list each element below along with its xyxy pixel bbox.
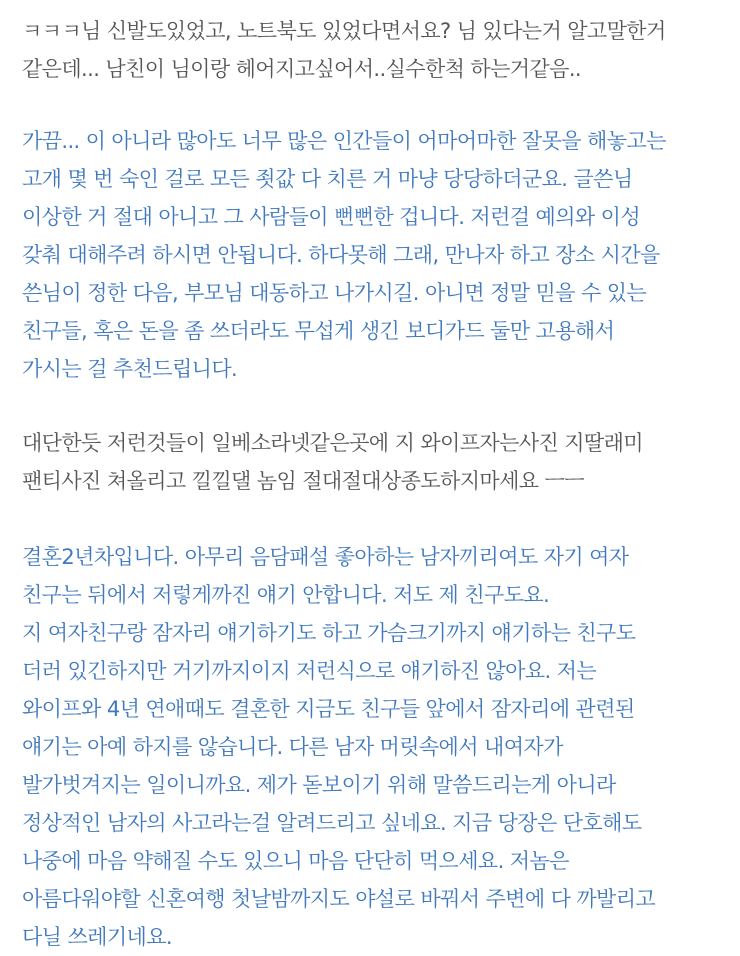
comment-line: 다닐 쓰레기네요.: [22, 925, 172, 949]
comment-line: 고개 몇 번 숙인 걸로 모든 죗값 다 치른 거 마냥 당당하더군요. 글쓴님: [22, 167, 633, 191]
comment-line: 친구들, 혹은 돈을 좀 쓰더라도 무섭게 생긴 보디가드 둘만 고용해서: [22, 319, 615, 343]
comment-line: ㅋㅋㅋ님 신발도있었고, 노트북도 있었다면서요? 님 있다는거 알고말한거: [22, 19, 666, 43]
comment-line: 발가벗겨지는 일이니까요. 제가 돋보이기 위해 말씀드리는게 아니라: [22, 773, 616, 797]
comment-line: 더러 있긴하지만 거기까지이지 저런식으로 얘기하진 않아요. 저는: [22, 659, 597, 683]
comment-line: 결혼2년차입니다. 아무리 음담패설 좋아하는 남자끼리여도 자기 여자: [22, 545, 629, 569]
comment-line: 얘기는 아예 하지를 않습니다. 다른 남자 머릿속에서 내여자가: [22, 735, 563, 759]
comment-line: 지 여자친구랑 잠자리 얘기하기도 하고 가슴크기까지 얘기하는 친구도: [22, 621, 636, 645]
comment-line: 팬티사진 쳐올리고 낄낄댈 놈임 절대절대상종도하지마세요 ㅡㅡ: [22, 469, 584, 493]
comment-line: 와이프와 4년 연애때도 결혼한 지금도 친구들 앞에서 잠자리에 관련된: [22, 697, 635, 721]
comment-line: 같은데... 남친이 님이랑 헤어지고싶어서..실수한척 하는거같음..: [22, 57, 581, 81]
comment-line: 가끔... 이 아니라 많아도 너무 많은 인간들이 어마어마한 잘못을 해놓고는: [22, 129, 666, 153]
comment-line: 가시는 걸 추천드립니다.: [22, 357, 238, 381]
comment-line: 아름다워야할 신혼여행 첫날밤까지도 야설로 바꿔서 주변에 다 까발리고: [22, 887, 656, 911]
comment-line: 나중에 마음 약해질 수도 있으니 마음 단단히 먹으세요. 저놈은: [22, 849, 569, 873]
comment-line: 이상한 거 절대 아니고 그 사람들이 뻔뻔한 겁니다. 저런걸 예의와 이성: [22, 205, 641, 229]
comment-line: 갖춰 대해주려 하시면 안됩니다. 하다못해 그래, 만나자 하고 장소 시간을: [22, 243, 660, 267]
comment-line: 쓴님이 정한 다음, 부모님 대동하고 나가시길. 아니면 정말 믿을 수 있는: [22, 281, 647, 305]
comment-line: 정상적인 남자의 사고라는걸 알려드리고 싶네요. 지금 당장은 단호해도: [22, 811, 642, 835]
comment-line: 대단한듯 저런것들이 일베소라넷같은곳에 지 와이프자는사진 지딸래미: [22, 431, 643, 455]
comment-line: 친구는 뒤에서 저렇게까진 얘기 안합니다. 저도 제 친구도요.: [22, 583, 550, 607]
